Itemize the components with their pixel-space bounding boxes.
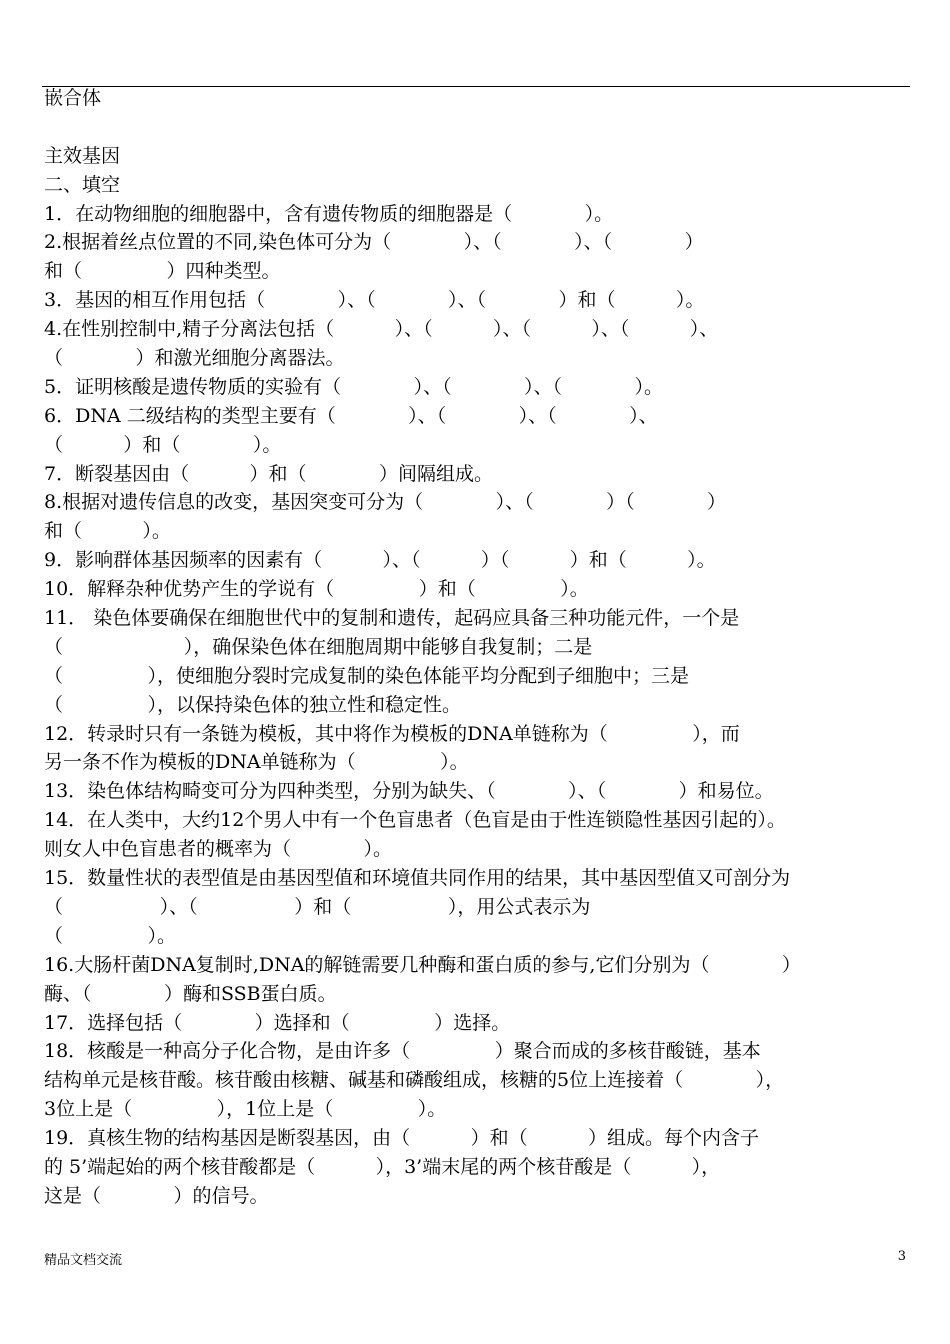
question-line: 19．真核生物的结构基因是断裂基因，由（ ）和（ ）组成。每个内含子 — [44, 1127, 759, 1150]
question-line: 这是（ ）的信号。 — [44, 1184, 269, 1207]
question-line: 1．在动物细胞的细胞器中，含有遗传物质的细胞器是（ ）。 — [44, 202, 614, 225]
question-line: 12．转录时只有一条链为模板，其中将作为模板的DNA单链称为（ ），而 — [44, 722, 740, 745]
question-line: 酶、（ ）酶和SSB蛋白质。 — [44, 982, 337, 1005]
question-line: 17．选择包括（ ）选择和（ ）选择。 — [44, 1011, 511, 1034]
question-line: 14．在人类中，大约12个男人中有一个色盲患者（色盲是由于性连锁隐性基因引起的）。 — [44, 809, 786, 832]
question-line: （ ），以保持染色体的独立性和稳定性。 — [44, 693, 462, 716]
term-major-gene: 主效基因 — [44, 144, 121, 167]
question-line: 10．解释杂种优势产生的学说有（ ）和（ ）。 — [44, 578, 589, 601]
question-line: （ ）和（ ）。 — [44, 433, 282, 456]
question-line: 6．DNA 二级结构的类型主要有（ ）、（ ）、（ ）、 — [44, 404, 658, 427]
question-line: 和（ ）。 — [44, 520, 171, 543]
question-line: 18．核酸是一种高分子化合物，是由许多（ ）聚合而成的多核苷酸链，基本 — [44, 1040, 761, 1063]
question-line: 的 5’端起始的两个核苷酸都是（ ），3’端末尾的两个核苷酸是（ ）， — [44, 1155, 721, 1178]
document-body — [44, 84, 908, 1211]
question-line: 13．染色体结构畸变可分为四种类型，分别为缺失、（ ）、（ ）和易位。 — [44, 780, 774, 803]
footer-label: 精品文档交流 — [44, 1253, 123, 1268]
question-line: 3位上是（ ），1位上是（ ）。 — [44, 1098, 447, 1121]
question-line: 2.根据着丝点位置的不同,染色体可分为（ ）、（ ）、（ ） — [44, 231, 704, 254]
question-line: 16.大肠杆菌DNA复制时,DNA的解链需要几种酶和蛋白质的参与,它们分别为（ ） — [44, 953, 801, 976]
question-line: 和（ ）四种类型。 — [44, 260, 281, 283]
question-line: 则女人中色盲患者的概率为（ ）。 — [44, 838, 392, 861]
question-line: 9．影响群体基因频率的因素有（ ）、（ ）（ ）和（ ）。 — [44, 549, 716, 572]
question-line: （ ）。 — [44, 924, 177, 947]
question-line: 另一条不作为模板的DNA单链称为（ ）。 — [44, 751, 469, 774]
term-chimera: 嵌合体 — [44, 87, 102, 109]
question-line: 8.根据对遗传信息的改变，基因突变可分为（ ）、（ ）（ ） — [44, 491, 727, 514]
question-line: 5．证明核酸是遗传物质的实验有（ ）、（ ）、（ ）。 — [44, 375, 664, 398]
question-line: （ ），确保染色体在细胞周期中能够自我复制；二是 — [44, 635, 593, 658]
section-title: 二、填空 — [44, 173, 121, 196]
question-line: 7．断裂基因由（ ）和（ ）间隔组成。 — [44, 462, 493, 485]
spacer — [44, 113, 908, 142]
page-number: 3 — [897, 1249, 906, 1264]
question-line: 结构单元是核苷酸。核苷酸由核糖、碱基和磷酸组成，核糖的5位上连接着（ ）， — [44, 1069, 785, 1092]
question-line: 11． 染色体要确保在细胞世代中的复制和遗传，起码应具备三种功能元件，一个是 — [44, 607, 740, 630]
question-line: （ ），使细胞分裂时完成复制的染色体能平均分配到子细胞中；三是 — [44, 664, 690, 687]
question-line: 4.在性别控制中,精子分离法包括（ ）、（ ）、（ ）、（ ）、 — [44, 318, 719, 341]
question-line: （ ）和激光细胞分离器法。 — [44, 347, 345, 370]
question-line: （ ）、（ ）和（ ），用公式表示为 — [44, 895, 591, 918]
question-line: 3．基因的相互作用包括（ ）、（ ）、（ ）和（ ）。 — [44, 289, 705, 312]
question-line: 15．数量性状的表型值是由基因型值和环境值共同作用的结果，其中基因型值又可剖分为 — [44, 867, 791, 890]
